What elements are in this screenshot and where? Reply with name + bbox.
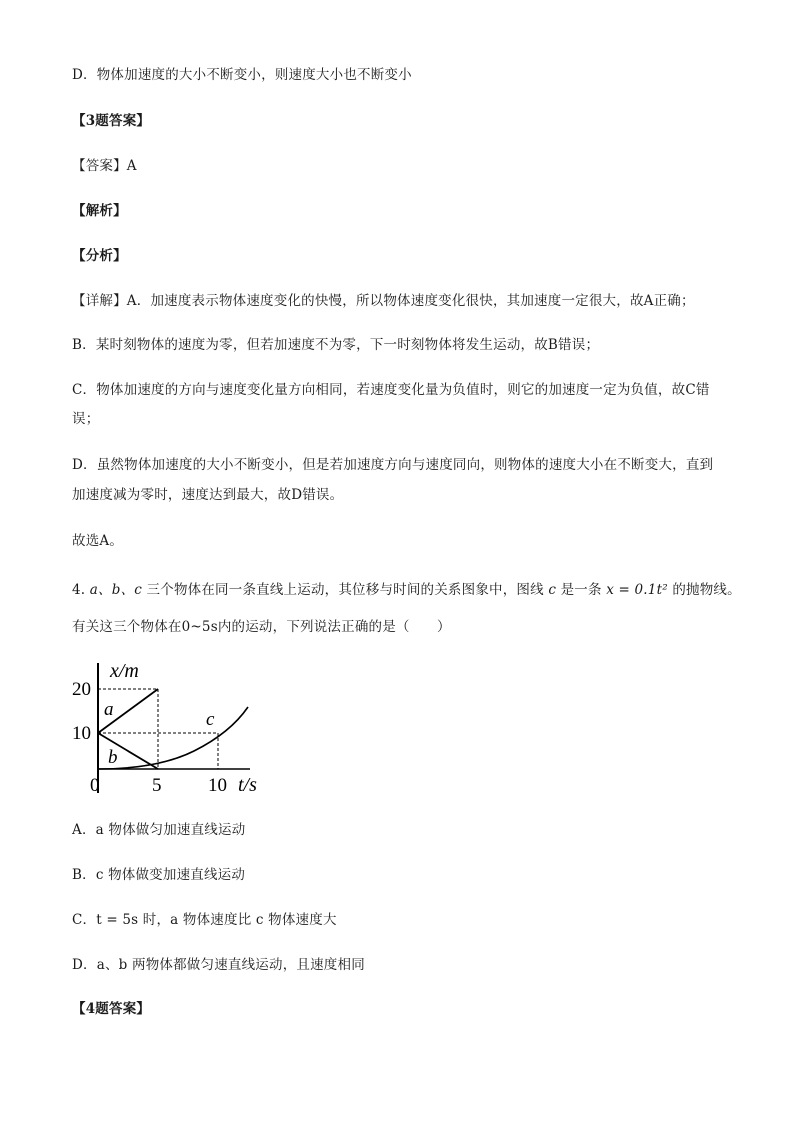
label-c: c	[206, 709, 215, 730]
q4-stem-line2: 有关这三个物体在0~5s内的运动，下列说法正确的是（ ）	[72, 619, 451, 635]
q3-detail-c-line1: C．物体加速度的方向与速度变化量方向相同，若速度变化量为负值时，则它的加速度一定为负值，故C错	[72, 382, 710, 398]
y-axis-label: x/m	[110, 660, 139, 682]
q3-detail-a: 【详解】A．加速度表示物体速度变化的快慢，所以物体速度变化很快，其加速度一定很大，故A正确；	[72, 293, 695, 309]
label-a: a	[104, 699, 114, 720]
q3-detail-d-line2: 加速度减为零时，速度达到最大，故D错误。	[72, 487, 344, 503]
q4-option-d: D．a、b 两物体都做匀速直线运动，且速度相同	[72, 957, 365, 973]
y-tick-20: 20	[72, 679, 91, 700]
q3-answer: 【答案】A	[72, 158, 137, 174]
q4-curve-c: c	[548, 582, 557, 598]
position-time-graph	[72, 655, 272, 800]
q3-detail-b: B．某时刻物体的速度为零，但若加速度不为零，下一时刻物体将发生运动，故B错误；	[72, 337, 600, 353]
q4-option-c: C．t = 5s 时，a 物体速度比 c 物体速度大	[72, 912, 337, 928]
x-tick-5: 5	[152, 775, 162, 796]
label-b: b	[108, 747, 118, 768]
q3-analysis-label: 【解析】	[72, 203, 127, 219]
q3-answer-header: 【3题答案】	[72, 113, 151, 129]
q4-formula: x = 0.1t²	[606, 582, 668, 598]
q4-option-a: A．a 物体做匀加速直线运动	[72, 822, 246, 838]
q3-conclusion: 故选A。	[72, 533, 124, 549]
q4-objects: a、b、c	[89, 582, 143, 598]
y-tick-10: 10	[72, 723, 91, 744]
q4-stem-text3: 的抛物线。	[667, 582, 741, 598]
q3-fenxi-label: 【分析】	[72, 248, 127, 264]
q4-answer-header: 【4题答案】	[72, 1001, 151, 1017]
line-b	[98, 733, 158, 769]
q3-detail-c-line2: 误；	[72, 411, 100, 427]
x-tick-10: 10	[208, 775, 227, 796]
x-tick-0: 0	[90, 775, 100, 796]
q3-option-d: D．物体加速度的大小不断变小，则速度大小也不断变小	[72, 67, 412, 83]
x-axis-label: t/s	[238, 774, 257, 796]
q4-stem-text1: 三个物体在同一条直线上运动，其位移与时间的关系图象中，图线	[142, 582, 549, 598]
q4-stem-text2: 是一条	[556, 582, 607, 598]
q4-stem-line1	[72, 581, 741, 599]
q4-number: 4.	[72, 582, 90, 598]
q4-option-b: B．c 物体做变加速直线运动	[72, 867, 246, 883]
q3-detail-d-line1: D．虽然物体加速度的大小不断变小，但是若加速度方向与速度同向，则物体的速度大小在不断变大，直到	[72, 457, 714, 473]
